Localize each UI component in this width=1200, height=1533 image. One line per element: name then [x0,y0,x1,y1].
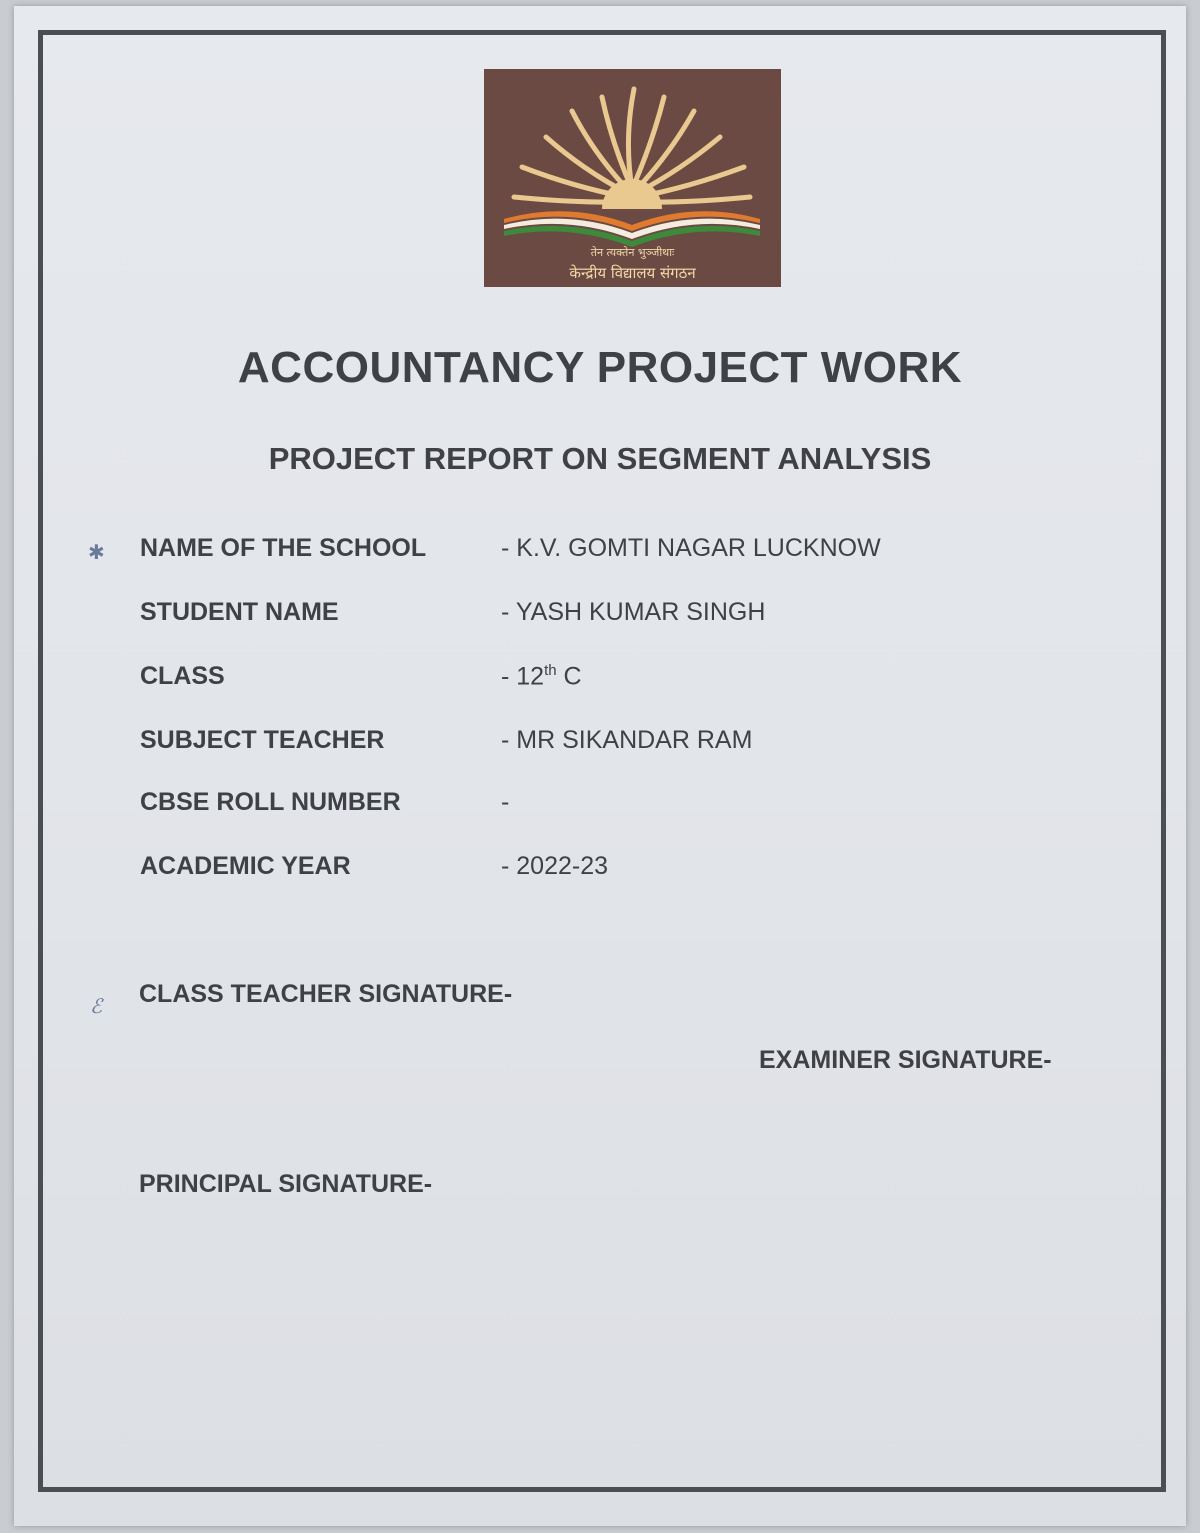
kvs-logo [484,69,781,287]
detail-value: - [501,788,510,816]
detail-label: CLASS [140,662,225,690]
class-teacher-signature-label: CLASS TEACHER SIGNATURE- [139,980,513,1008]
document-page [14,6,1186,1526]
class-number: - 12 [501,662,545,691]
detail-value: - MR SIKANDAR RAM [501,726,753,754]
logo-org-name: केन्द्रीय विद्यालय संगठन [569,264,696,282]
detail-label: CBSE ROLL NUMBER [140,788,401,816]
detail-value: - K.V. GOMTI NAGAR LUCKNOW [501,534,881,562]
page-subtitle: PROJECT REPORT ON SEGMENT ANALYSIS [268,441,932,476]
detail-label: ACADEMIC YEAR [140,852,351,880]
detail-label: STUDENT NAME [140,598,339,626]
ink-mark-icon: ✱ [88,542,105,564]
detail-value [501,662,582,691]
detail-value: - 2022-23 [501,852,609,880]
detail-value: - YASH KUMAR SINGH [501,598,766,626]
principal-signature-label: PRINCIPAL SIGNATURE- [139,1170,433,1198]
class-ordinal: th [544,662,557,679]
pencil-mark-icon: ℰ [90,996,103,1018]
detail-label: SUBJECT TEACHER [140,726,385,754]
page-title: ACCOUNTANCY PROJECT WORK [237,343,963,392]
examiner-signature-label: EXAMINER SIGNATURE- [759,1046,1052,1074]
class-section: C [556,662,582,691]
detail-label: NAME OF THE SCHOOL [140,534,427,562]
logo-motto: तेन त्यक्तेन भुञ्जीथाः [590,246,675,259]
